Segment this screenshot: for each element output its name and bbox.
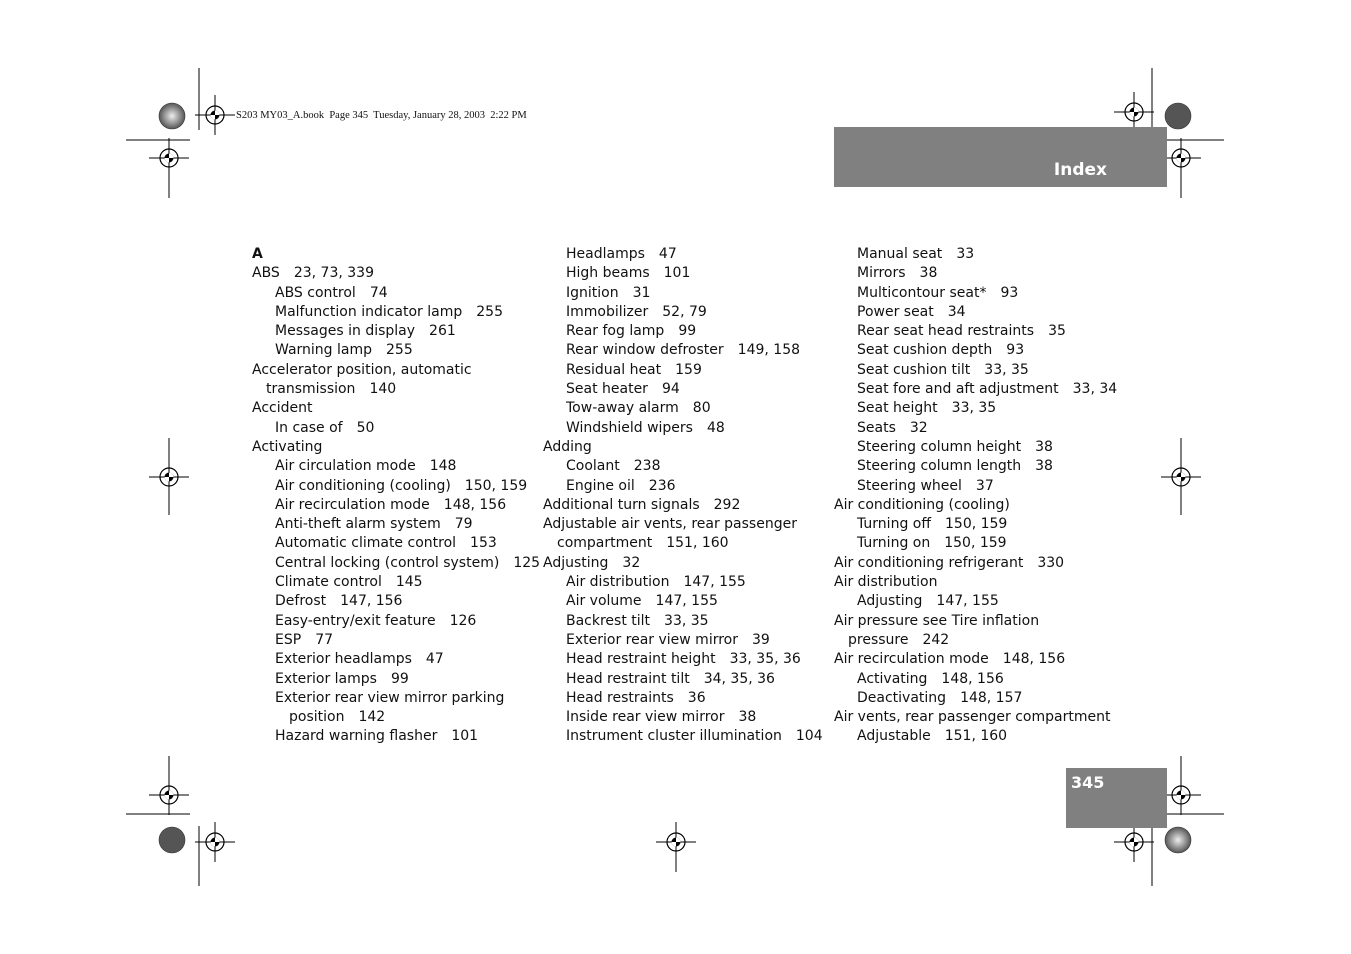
index-entry — [252, 303, 537, 322]
index-page-refs[interactable]: 148, 156 — [443, 496, 507, 513]
page-number-tab — [1066, 768, 1167, 828]
index-entry — [252, 496, 537, 515]
index-entry — [834, 245, 1134, 264]
index-term: Air recirculation mode — [834, 651, 989, 668]
index-term: Seat cushion tilt — [857, 361, 971, 378]
index-term: Steering column height — [857, 438, 1022, 455]
index-entry — [543, 573, 828, 592]
index-page-refs[interactable]: 80 — [692, 400, 711, 417]
index-entry — [252, 689, 537, 708]
index-entry — [252, 322, 537, 341]
index-page-refs[interactable]: 148, 156 — [941, 670, 1004, 687]
index-term: Head restraint tilt — [566, 670, 690, 687]
index-term: Exterior rear view mirror — [566, 631, 738, 648]
index-page-refs[interactable]: 145 — [395, 574, 423, 591]
index-term: Head restraint height — [566, 651, 716, 668]
index-term: Deactivating — [857, 689, 947, 706]
index-page-refs[interactable]: 99 — [390, 670, 409, 687]
index-term: transmission — [266, 381, 356, 398]
index-page-refs[interactable]: 52, 79 — [662, 303, 707, 320]
index-page-refs[interactable]: 36 — [687, 689, 706, 706]
index-entry — [252, 361, 537, 380]
index-page-refs[interactable]: 126 — [449, 612, 477, 629]
index-term: Air conditioning (cooling) — [834, 496, 1010, 513]
index-page-refs[interactable]: 153 — [470, 535, 497, 552]
index-term: Additional turn signals — [543, 496, 700, 513]
index-term: Inside rear view mirror — [566, 709, 725, 726]
index-page-refs[interactable]: 48 — [706, 419, 725, 436]
index-page-refs[interactable]: 148 — [429, 458, 457, 475]
index-term: Manual seat — [857, 246, 943, 262]
index-term: pressure — [848, 631, 909, 648]
index-page-refs[interactable]: 261 — [429, 323, 456, 340]
index-entry — [252, 419, 537, 438]
index-entry — [252, 573, 537, 592]
index-entry — [834, 438, 1134, 457]
index-entry — [252, 670, 537, 689]
index-entry — [834, 650, 1134, 669]
index-term: Rear fog lamp — [566, 323, 665, 340]
index-term: A — [252, 246, 263, 262]
index-term: Air vents, rear passenger compartment — [834, 709, 1111, 726]
index-page-refs[interactable]: 93 — [1006, 342, 1025, 359]
index-term: High beams — [566, 265, 650, 282]
index-page-refs[interactable]: 47 — [658, 246, 677, 262]
index-term: Air conditioning refrigerant — [834, 554, 1024, 571]
index-page-refs[interactable]: 31 — [632, 284, 651, 301]
index-entry — [543, 631, 828, 650]
index-term: Activating — [857, 670, 928, 687]
index-entry — [543, 341, 828, 360]
index-page-refs[interactable]: 94 — [661, 381, 680, 398]
index-page-refs[interactable]: 23, 73, 339 — [293, 265, 374, 282]
index-column-3 — [834, 245, 1134, 747]
index-entry — [543, 245, 828, 264]
index-page-refs[interactable]: 77 — [315, 631, 334, 648]
index-entry — [543, 284, 828, 303]
index-entry — [543, 592, 828, 611]
index-page-refs[interactable]: 150, 159 — [945, 516, 1008, 533]
index-page-refs[interactable]: 149, 158 — [737, 342, 801, 359]
index-page-refs[interactable]: 99 — [678, 323, 697, 340]
index-page-refs[interactable]: 151, 160 — [944, 728, 1008, 745]
index-entry — [543, 419, 828, 438]
index-entry — [543, 515, 828, 534]
index-term: Multicontour seat* — [857, 284, 987, 301]
index-term: Accelerator position, automatic — [252, 361, 472, 378]
index-entry — [543, 399, 828, 418]
index-entry — [834, 689, 1134, 708]
index-term: Air recirculation mode — [275, 496, 430, 513]
index-entry — [543, 264, 828, 283]
index-page-refs[interactable]: 140 — [369, 381, 397, 398]
index-entry — [834, 322, 1134, 341]
index-term: Tow-away alarm — [566, 400, 679, 417]
index-entry — [252, 457, 537, 476]
index-entry — [252, 264, 537, 283]
index-term: Coolant — [566, 458, 620, 475]
index-entry — [252, 341, 537, 360]
index-term: Adjustable air vents, rear passenger — [543, 516, 797, 533]
index-entry — [834, 477, 1134, 496]
index-entry — [834, 303, 1134, 322]
index-term: Messages in display — [275, 323, 416, 340]
index-term: Backrest tilt — [566, 612, 651, 629]
index-term: Climate control — [275, 574, 382, 591]
index-term: Activating — [252, 438, 323, 455]
index-column-2 — [543, 245, 828, 747]
index-entry — [252, 380, 537, 399]
index-term: compartment — [557, 535, 653, 552]
index-entry — [543, 554, 828, 573]
index-term: Anti-theft alarm system — [275, 516, 441, 533]
index-term: Defrost — [275, 593, 327, 610]
index-page-refs[interactable]: 35 — [1048, 323, 1066, 340]
index-entry — [543, 457, 828, 476]
index-entry — [252, 399, 537, 418]
index-entry — [834, 264, 1134, 283]
index-page-refs[interactable]: 125 — [513, 554, 541, 571]
index-term: Seats — [857, 419, 896, 436]
index-term: Seat height — [857, 400, 938, 417]
index-term: Air distribution — [834, 574, 938, 591]
index-entry — [543, 708, 828, 727]
index-page-refs[interactable]: 33, 35 — [951, 400, 997, 417]
index-page-refs[interactable]: 150, 159 — [944, 535, 1007, 552]
index-entry — [834, 727, 1134, 746]
index-entry — [252, 554, 541, 573]
index-entry — [834, 419, 1134, 438]
index-page-refs[interactable]: 33, 34 — [1072, 381, 1118, 398]
index-entry — [543, 534, 828, 553]
index-term: Air volume — [566, 593, 642, 610]
index-entry — [834, 592, 1134, 611]
index-page-refs[interactable]: 38 — [738, 709, 757, 726]
index-term: Central locking (control system) — [275, 554, 500, 571]
index-page-refs[interactable]: 238 — [633, 458, 661, 475]
index-page-refs[interactable]: 101 — [663, 265, 691, 282]
index-page-refs[interactable]: 47 — [425, 651, 444, 668]
index-page-refs[interactable]: 38 — [1035, 458, 1053, 475]
index-term: ABS — [252, 265, 280, 282]
index-entry — [543, 322, 828, 341]
index-entry — [834, 399, 1134, 418]
index-page-refs[interactable]: 101 — [451, 728, 479, 745]
index-page-refs[interactable]: 38 — [1035, 438, 1053, 455]
index-term: Air conditioning (cooling) — [275, 477, 451, 494]
index-letter-heading — [252, 245, 537, 264]
index-term: Air distribution — [566, 574, 670, 591]
index-page-refs[interactable]: 34 — [947, 303, 966, 320]
index-term: Adding — [543, 438, 592, 455]
index-page-refs[interactable]: 150, 159 — [464, 477, 528, 494]
section-tab — [834, 127, 1167, 187]
index-term: Steering wheel — [857, 477, 962, 494]
index-page-refs[interactable]: 39 — [752, 631, 770, 648]
index-entry — [834, 341, 1134, 360]
index-entry — [252, 727, 537, 746]
index-term: Automatic climate control — [275, 535, 457, 552]
index-entry — [543, 650, 828, 669]
index-term: Seat heater — [566, 381, 648, 398]
index-term: Accident — [252, 400, 313, 417]
index-term: Air circulation mode — [275, 458, 416, 475]
index-term: Seat fore and aft adjustment — [857, 381, 1059, 398]
index-term: Head restraints — [566, 689, 674, 706]
index-term: position — [289, 709, 345, 726]
index-entry — [834, 457, 1134, 476]
index-entry — [834, 361, 1134, 380]
index-column-1 — [252, 245, 541, 747]
index-entry — [252, 438, 537, 457]
index-entry — [543, 438, 828, 457]
index-entry — [834, 554, 1134, 573]
index-page-refs[interactable]: 93 — [1000, 284, 1019, 301]
index-page-refs[interactable]: 159 — [675, 361, 702, 378]
index-page-refs[interactable]: 104 — [795, 728, 823, 745]
index-page-refs[interactable]: 79 — [454, 516, 473, 533]
index-term: Headlamps — [566, 246, 645, 262]
index-page-refs[interactable]: 147, 155 — [655, 593, 718, 610]
index-term: Rear seat head restraints — [857, 323, 1035, 340]
index-term: Ignition — [566, 284, 619, 301]
index-term: Turning off — [857, 516, 931, 533]
index-page-refs[interactable]: 330 — [1037, 554, 1065, 571]
index-page-refs[interactable]: 37 — [975, 477, 994, 494]
index-entry — [543, 670, 828, 689]
index-entry — [543, 612, 828, 631]
index-term: Hazard warning flasher — [275, 728, 438, 745]
index-entry — [543, 727, 828, 746]
index-term: Exterior headlamps — [275, 651, 412, 668]
index-entry — [543, 361, 828, 380]
index-entry — [834, 515, 1134, 534]
index-entry — [834, 670, 1134, 689]
section-tab-label: Index — [1053, 160, 1107, 180]
index-term: Easy-entry/exit feature — [275, 612, 436, 629]
index-page-refs[interactable]: 74 — [369, 284, 388, 301]
index-page-refs[interactable]: 292 — [713, 496, 741, 513]
index-term: Exterior lamps — [275, 670, 377, 687]
index-term: Exterior rear view mirror parking — [275, 689, 505, 706]
index-term: Power seat — [857, 303, 934, 320]
index-page-refs[interactable]: 32 — [909, 419, 928, 436]
index-page-refs[interactable]: 33 — [956, 246, 975, 262]
index-entry — [834, 573, 1134, 592]
index-entry — [543, 380, 828, 399]
index-entry — [252, 650, 537, 669]
index-page-refs[interactable]: 34, 35, 36 — [703, 670, 775, 687]
index-term: Engine oil — [566, 477, 635, 494]
index-term: Warning lamp — [275, 342, 373, 359]
index-page-refs[interactable]: 33, 35 — [984, 361, 1029, 378]
index-term: Immobilizer — [566, 303, 649, 320]
index-term: Instrument cluster illumination — [566, 728, 782, 745]
index-page-refs[interactable]: 50 — [356, 419, 375, 436]
index-page-refs[interactable]: 142 — [358, 709, 386, 726]
index-page-refs[interactable]: 255 — [386, 342, 413, 359]
index-entry — [252, 284, 537, 303]
index-term: Adjustable — [857, 728, 931, 745]
index-entry — [834, 380, 1134, 399]
index-page-refs[interactable]: 32 — [622, 554, 641, 571]
index-page-refs[interactable]: 147, 156 — [340, 593, 403, 610]
index-entry — [834, 631, 1134, 650]
index-entry — [252, 631, 537, 650]
page-number: 345 — [1071, 773, 1105, 792]
index-term: Air pressure see Tire inflation — [834, 612, 1040, 629]
index-entry — [834, 534, 1134, 553]
index-entry — [252, 612, 537, 631]
index-term: Adjusting — [857, 593, 923, 610]
index-entry — [252, 592, 537, 611]
index-term: ABS control — [275, 284, 356, 301]
index-entry — [252, 708, 537, 727]
index-term: Windshield wipers — [566, 419, 693, 436]
index-page-refs[interactable]: 147, 155 — [936, 593, 999, 610]
index-page-refs[interactable]: 151, 160 — [666, 535, 729, 552]
index-term: Malfunction indicator lamp — [275, 303, 463, 320]
index-entry — [543, 477, 828, 496]
index-term: In case of — [275, 419, 343, 436]
index-term: Adjusting — [543, 554, 609, 571]
index-term: Turning on — [857, 535, 931, 552]
index-entry — [543, 303, 828, 322]
index-entry — [834, 708, 1134, 727]
index-page-refs[interactable]: 33, 35 — [664, 612, 709, 629]
index-page-refs[interactable]: 33, 35, 36 — [729, 651, 801, 668]
index-entry — [543, 689, 828, 708]
index-term: Mirrors — [857, 265, 906, 282]
index-entry — [543, 496, 828, 515]
index-entry — [252, 477, 537, 496]
index-term: Steering column length — [857, 458, 1022, 475]
index-page-refs[interactable]: 38 — [919, 265, 938, 282]
index-entry — [252, 534, 537, 553]
index-page-refs[interactable]: 255 — [476, 303, 503, 320]
index-page-refs[interactable]: 242 — [922, 631, 950, 648]
print-header: S203 MY03_A.book Page 345 Tuesday, January 28, 2003 2:22 PM — [236, 110, 527, 121]
index-term: ESP — [275, 631, 302, 648]
index-page-refs[interactable]: 147, 155 — [683, 574, 746, 591]
index-term: Seat cushion depth — [857, 342, 993, 359]
index-entry — [834, 612, 1134, 631]
index-entry — [834, 496, 1134, 515]
index-page-refs[interactable]: 148, 157 — [960, 689, 1023, 706]
index-term: Residual heat — [566, 361, 662, 378]
index-term: Rear window defroster — [566, 342, 724, 359]
index-entry — [252, 515, 537, 534]
index-page-refs[interactable]: 236 — [648, 477, 676, 494]
index-page-refs[interactable]: 148, 156 — [1002, 651, 1066, 668]
index-entry — [834, 284, 1134, 303]
